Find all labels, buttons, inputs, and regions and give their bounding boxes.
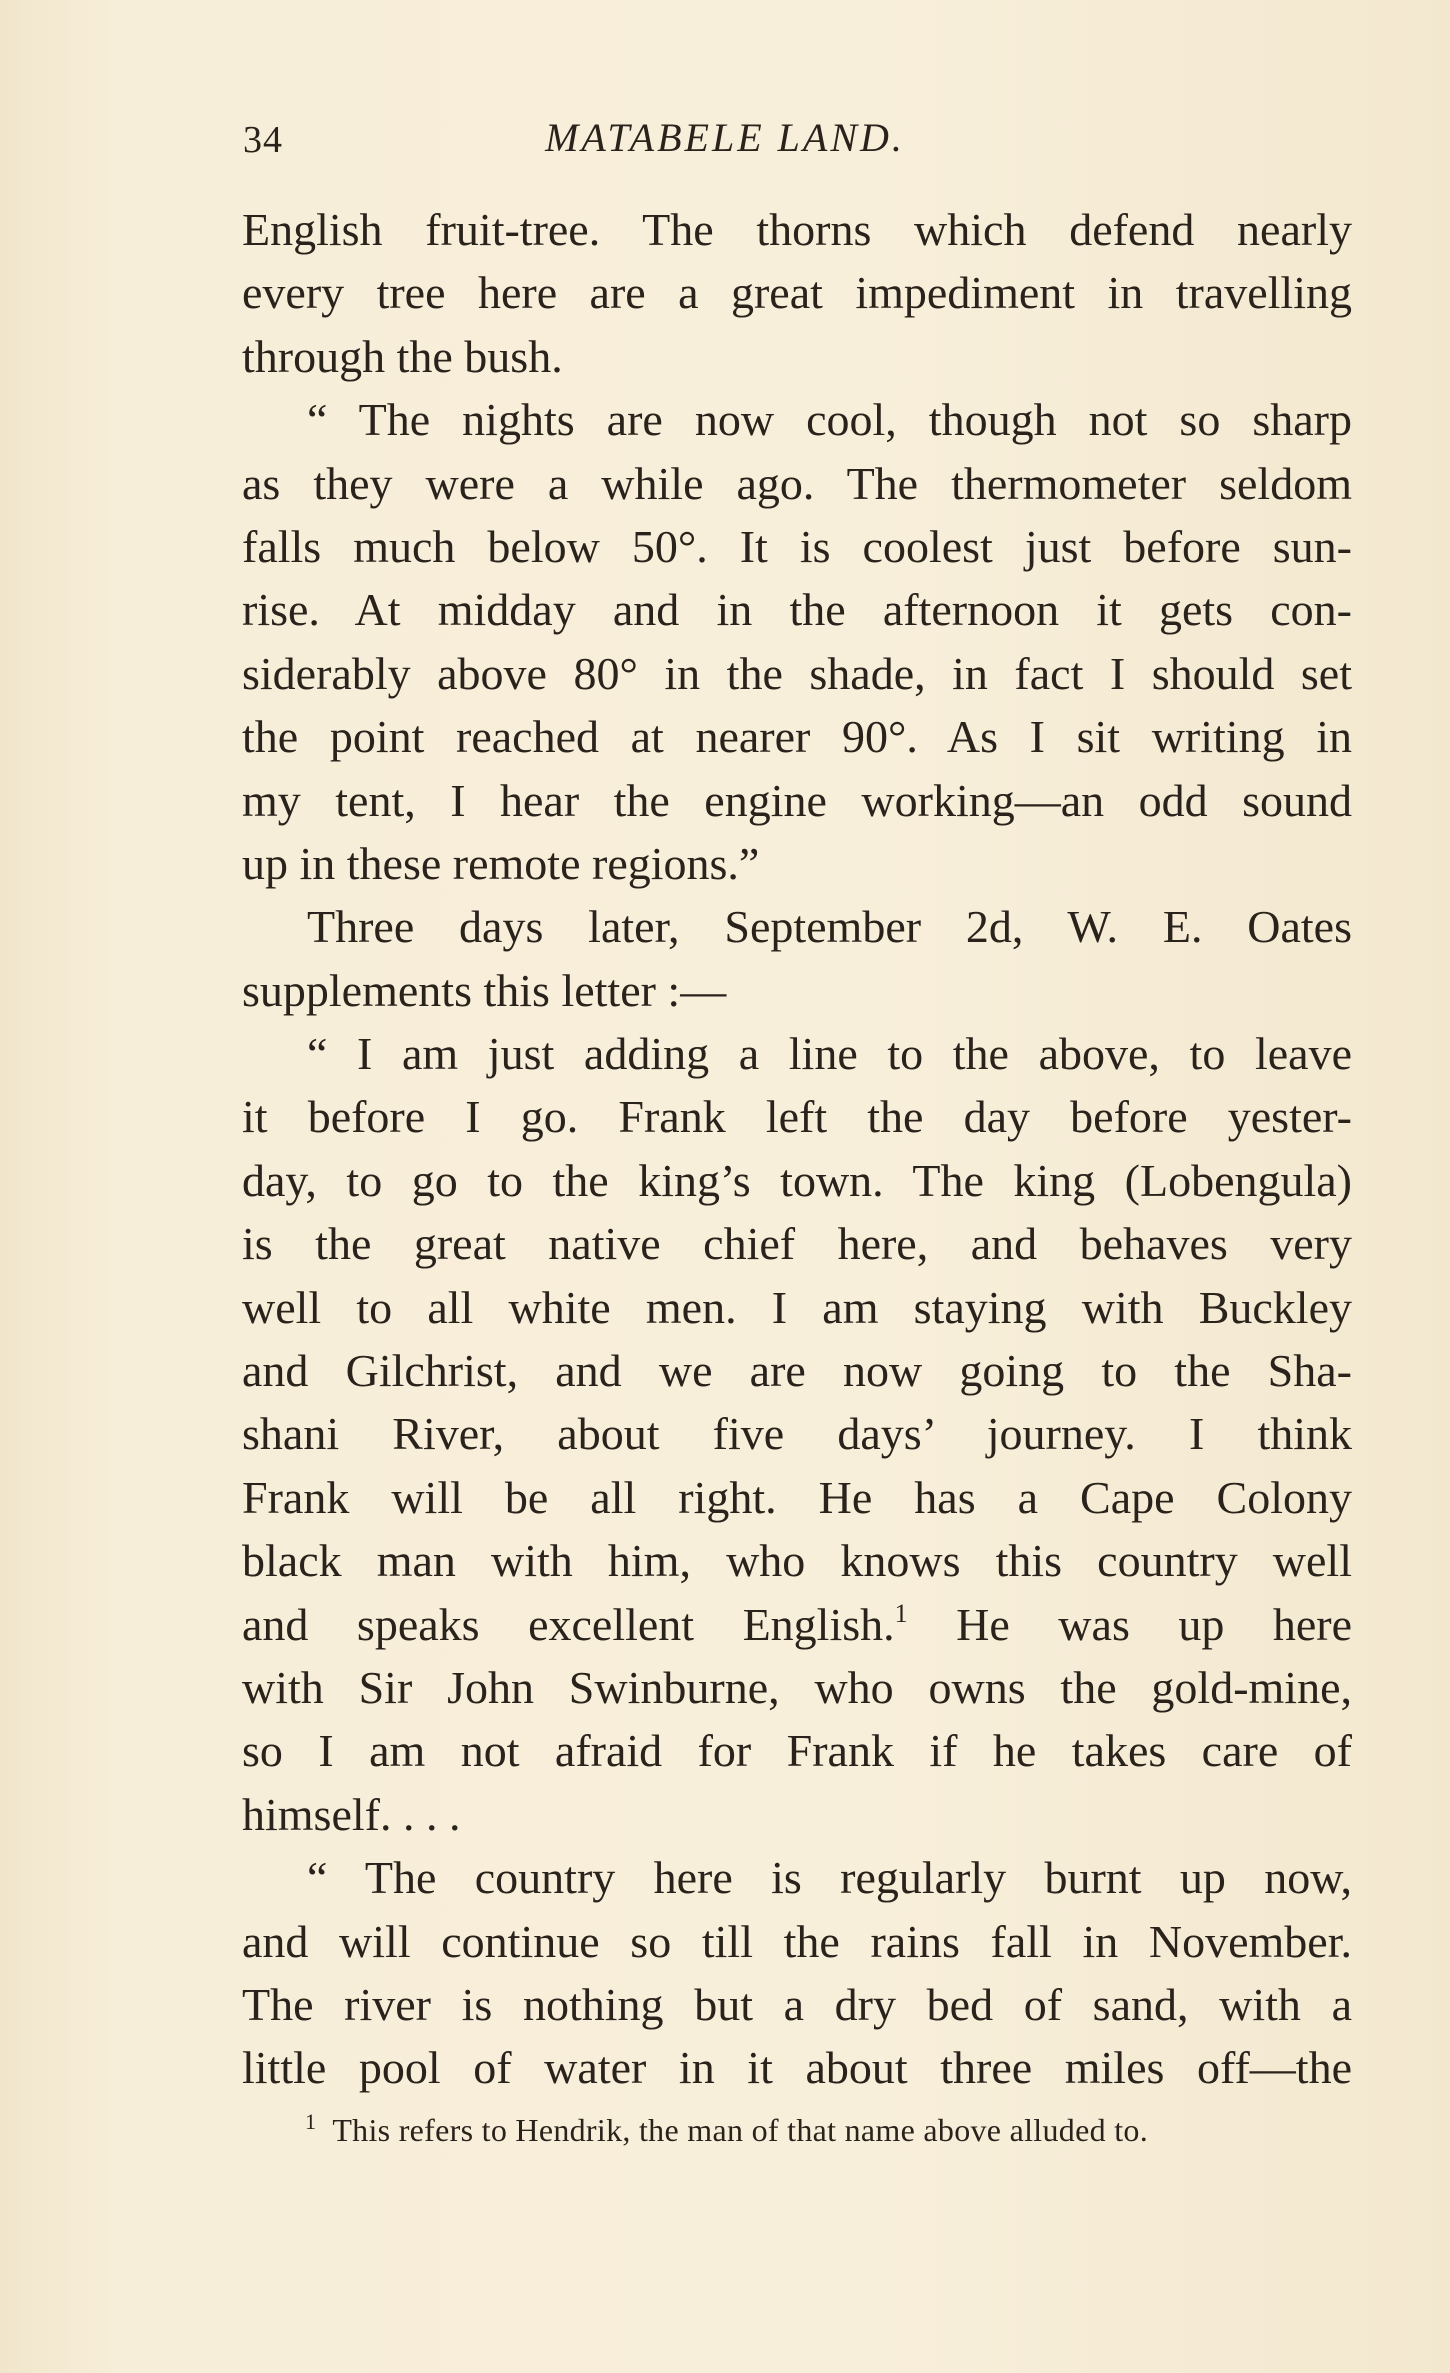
text-line: day, to go to the king’s town. The king (Lobengula) xyxy=(242,1154,1352,1206)
text-line: my tent, I hear the engine working—an odd sound xyxy=(242,774,1352,826)
text-line: little pool of water in it about three miles off—the xyxy=(242,2042,1352,2094)
text-line: falls much below 50°. It is coolest just before sun- xyxy=(242,520,1352,572)
text-line: and Gilchrist, and we are now going to the Sha- xyxy=(242,1345,1352,1397)
text-line: The river is nothing but a dry bed of sand, with a xyxy=(242,1978,1352,2030)
text-line: with Sir John Swinburne, who owns the gold-mine, xyxy=(242,1661,1352,1713)
footnote-text: This refers to Hendrik, the man of that name above alluded to. xyxy=(332,2112,1148,2148)
text-line: black man with him, who knows this country well xyxy=(242,1535,1352,1587)
text-line: shani River, about five days’ journey. I think xyxy=(242,1408,1352,1460)
body-text xyxy=(242,198,1352,2100)
text-line: up in these remote regions.” xyxy=(242,837,760,889)
text-line: and will continue so till the rains fall in November. xyxy=(242,1915,1352,1967)
footnote-marker: 1 xyxy=(305,2109,317,2134)
text-line: “ The nights are now cool, though not so sharp xyxy=(307,394,1352,446)
text-line: through the bush. xyxy=(242,330,563,382)
text-line: well to all white men. I am staying with Buckley xyxy=(242,1281,1352,1333)
text-line: as they were a while ago. The thermometer seldom xyxy=(242,457,1352,509)
text-line: it before I go. Frank left the day before yester- xyxy=(242,1091,1352,1143)
text-line: siderably above 80° in the shade, in fact I should set xyxy=(242,647,1352,699)
text-line-with-footnote xyxy=(242,1593,1352,1656)
footnote xyxy=(305,2109,1325,2149)
text-span: and speaks excellent English. xyxy=(242,1598,895,1650)
running-title: MATABELE LAND. xyxy=(545,115,905,160)
text-line: “ The country here is regularly burnt up now, xyxy=(307,1852,1352,1904)
text-line: so I am not afraid for Frank if he takes care of xyxy=(242,1725,1352,1777)
text-span: He was up here xyxy=(907,1598,1353,1650)
text-line: is the great native chief here, and behaves very xyxy=(242,1218,1352,1270)
text-line: every tree here are a great impediment in travelling xyxy=(242,267,1352,319)
text-line: English fruit-tree. The thorns which defend nearly xyxy=(242,204,1352,255)
text-line: rise. At midday and in the afternoon it gets con- xyxy=(242,584,1352,636)
text-line: the point reached at nearer 90°. As I sit writing in xyxy=(242,711,1352,763)
text-line: himself. . . . xyxy=(242,1788,461,1840)
text-line: Frank will be all right. He has a Cape Colony xyxy=(242,1471,1352,1523)
footnote-reference: 1 xyxy=(894,1598,908,1628)
text-line: “ I am just adding a line to the above, to leave xyxy=(307,1028,1352,1080)
text-line: Three days later, September 2d, W. E. Oates xyxy=(307,901,1352,953)
text-line: supplements this letter :— xyxy=(242,964,727,1016)
page-number: 34 xyxy=(243,119,283,161)
